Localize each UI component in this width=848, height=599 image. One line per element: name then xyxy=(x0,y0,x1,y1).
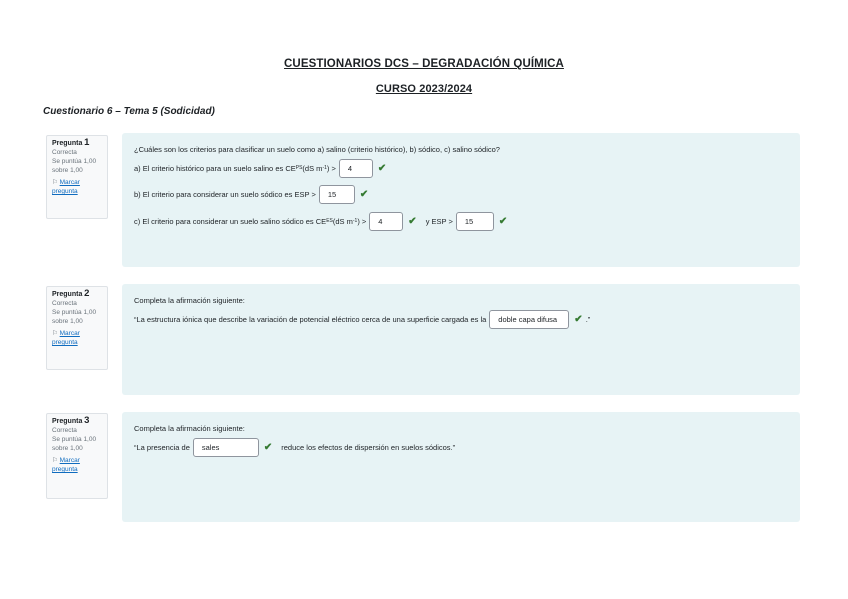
answer-line-a xyxy=(134,156,788,180)
document-title: CUESTIONARIOS DCS – DEGRADACIÓN QUÍMICA xyxy=(284,58,564,70)
answer-input[interactable]: sales xyxy=(193,438,259,457)
answer-line xyxy=(134,307,788,331)
flag-question-link[interactable] xyxy=(52,178,103,196)
check-icon: ✔ xyxy=(359,188,369,200)
flag-icon: ⚐ xyxy=(52,330,58,337)
answer-text-before: “La presencia de xyxy=(134,442,190,452)
answer-input[interactable]: doble capa difusa xyxy=(489,310,569,329)
answer-input-a[interactable]: 4 xyxy=(339,159,373,178)
flag-icon: ⚐ xyxy=(52,179,58,186)
question-content-2 xyxy=(122,284,800,395)
answer-a-sub: PS xyxy=(295,165,303,171)
question-label: Pregunta xyxy=(52,291,83,298)
question-number: 3 xyxy=(84,415,90,426)
question-info-1 xyxy=(46,135,108,219)
answer-a-unit: (dS m xyxy=(302,163,323,173)
answer-c-mid: y ESP > xyxy=(425,216,453,226)
flag-icon: ⚐ xyxy=(52,457,58,464)
question-score: Se puntúa 1,00 sobre 1,00 xyxy=(52,309,97,325)
answer-text-after: reduce los efectos de dispersión en suelos sódicos.” xyxy=(281,442,456,452)
flag-question-label: Marcar pregunta xyxy=(52,179,80,195)
question-score: Se puntúa 1,00 sobre 1,00 xyxy=(52,436,97,452)
check-icon: ✔ xyxy=(263,441,273,453)
answer-input-c2[interactable]: 15 xyxy=(456,212,494,231)
flag-question-link[interactable] xyxy=(52,456,103,474)
flag-question-label: Marcar pregunta xyxy=(52,457,80,473)
answer-c-suffix: ) > xyxy=(357,216,367,226)
check-icon: ✔ xyxy=(377,162,387,174)
answer-text-after: .” xyxy=(585,314,591,324)
check-icon: ✔ xyxy=(408,215,417,227)
check-icon: ✔ xyxy=(574,313,583,325)
answer-line-b xyxy=(134,180,788,208)
question-info-3 xyxy=(46,413,108,499)
answer-a-prefix: a) El criterio histórico para un suelo salino es CE xyxy=(134,163,296,173)
quiz-subtitle: Cuestionario 6 – Tema 5 (Sodicidad) xyxy=(43,106,215,117)
flag-question-link[interactable] xyxy=(52,329,103,347)
question-status: Correcta xyxy=(52,427,77,434)
answer-c-prefix: c) El criterio para considerar un suelo salino sódico es CE xyxy=(134,216,327,226)
question-content-1 xyxy=(122,133,800,267)
question-number: 1 xyxy=(84,137,90,148)
question-content-3 xyxy=(122,412,800,522)
question-label: Pregunta xyxy=(52,140,83,147)
question-label: Pregunta xyxy=(52,418,83,425)
answer-c-sup: -1 xyxy=(352,218,358,224)
question-score: Se puntúa 1,00 sobre 1,00 xyxy=(52,158,97,174)
answer-line xyxy=(134,435,788,459)
answer-c-sub: ES xyxy=(326,218,333,224)
question-info-2 xyxy=(46,286,108,370)
answer-a-sup: -1 xyxy=(322,165,327,171)
question-status: Correcta xyxy=(52,300,77,307)
question-prompt: ¿Cuáles son los criterios para clasificar un suelo como a) salino (criterio histórico), b) sódico, c) salino sódico? xyxy=(134,144,500,154)
course-title: CURSO 2023/2024 xyxy=(375,83,473,95)
answer-a-suffix: ) > xyxy=(326,163,336,173)
question-number: 2 xyxy=(84,288,90,299)
answer-c-unit: (dS m xyxy=(332,216,353,226)
answer-b-text: b) El criterio para considerar un suelo sódico es ESP > xyxy=(134,189,316,199)
answer-input-b[interactable]: 15 xyxy=(319,185,355,204)
answer-input-c1[interactable]: 4 xyxy=(369,212,403,231)
question-status: Correcta xyxy=(52,149,77,156)
check-icon: ✔ xyxy=(498,215,508,227)
question-prompt: Completa la afirmación siguiente: xyxy=(134,423,245,433)
flag-question-label: Marcar pregunta xyxy=(52,330,80,346)
answer-text-before: “La estructura iónica que describe la variación de potencial eléctrico cerca de una superficie cargada es la xyxy=(134,314,487,324)
question-prompt: Completa la afirmación siguiente: xyxy=(134,295,245,305)
answer-line-c xyxy=(134,208,788,234)
